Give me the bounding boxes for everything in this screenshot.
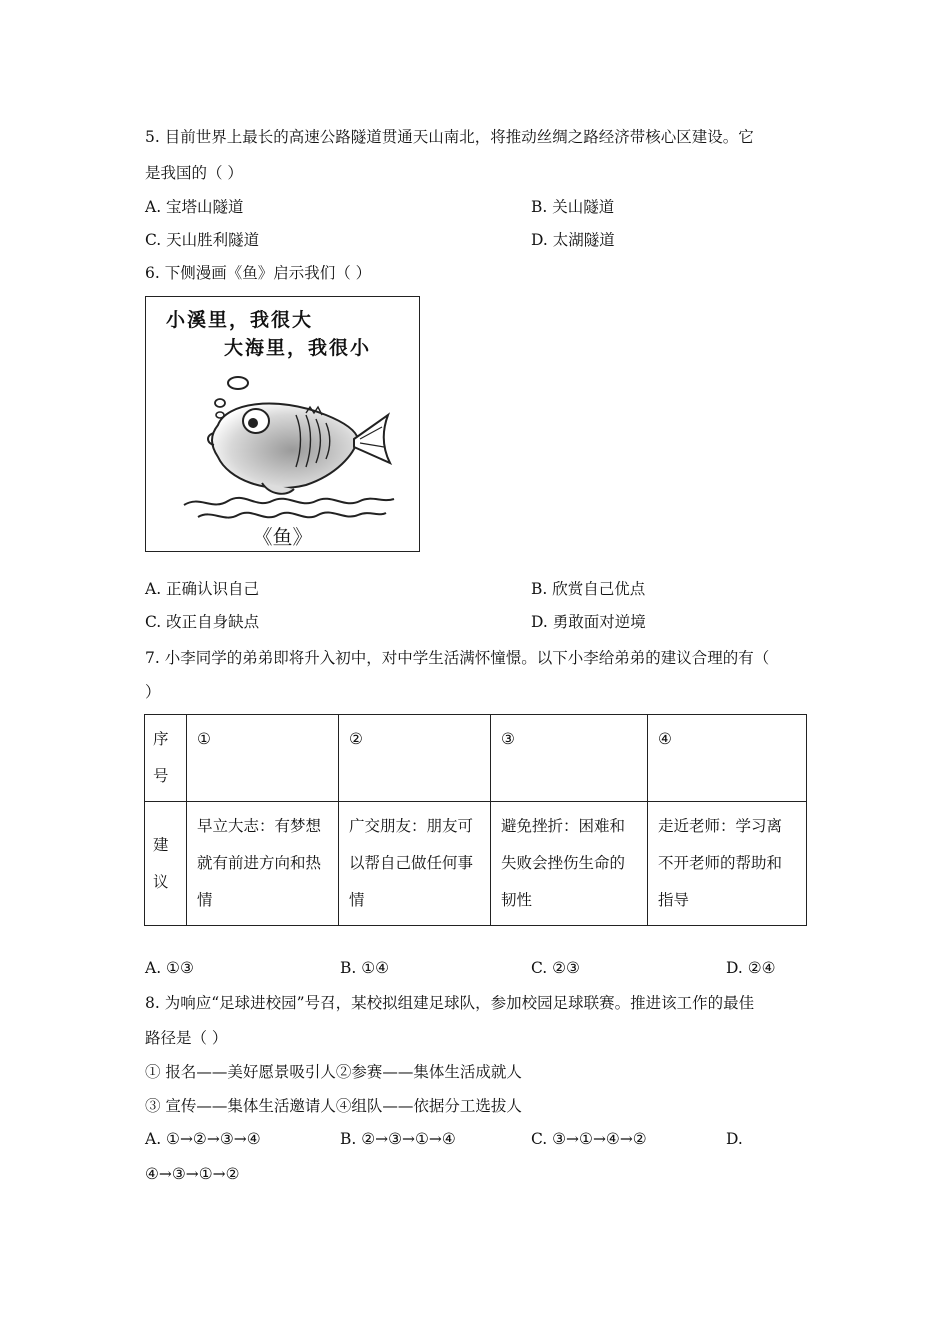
q6-option-c: C. 改正自身缺点: [145, 613, 260, 631]
q8-stem-line1: 8. 为响应“足球进校园”号召，某校拟组建足球队，参加校园足球联赛。推进该工作的最佳: [145, 994, 755, 1012]
q7-option-d: D. ②④: [726, 959, 776, 977]
waves-top: [184, 498, 394, 505]
q5-option-b: B. 关山隧道: [531, 198, 615, 216]
q8-option-a: A. ①→②→③→④: [145, 1130, 261, 1148]
bubble-medium: [215, 399, 225, 407]
table-row: [145, 802, 807, 926]
table-cell-suggestion-3: 避免挫折：困难和失败会挫伤生命的韧性: [491, 802, 648, 926]
table-column-4: ④: [648, 715, 807, 802]
table-cell-suggestion-1: 早立大志：有梦想就有前进方向和热情: [187, 802, 339, 926]
q6-option-d: D. 勇敢面对逆境: [531, 613, 646, 631]
q8-option-c: C. ③→①→④→②: [531, 1130, 647, 1148]
q7-option-b: B. ①④: [340, 959, 390, 977]
q8-option-b: B. ②→③→①→④: [340, 1130, 456, 1148]
q8-option-d-value: ④→③→①→②: [145, 1165, 240, 1183]
table-cell-suggestion-2: 广交朋友：朋友可以帮自己做任何事情: [339, 802, 491, 926]
q5-stem-line1: 5. 目前世界上最长的高速公路隧道贯通天山南北，将推动丝绸之路经济带核心区建设。它: [145, 128, 754, 146]
bubble-large: [228, 377, 248, 389]
cartoon-title: 《鱼》: [252, 525, 313, 549]
q6-option-a: A. 正确认识自己: [145, 580, 260, 598]
waves-bottom: [198, 512, 386, 517]
q6-option-b: B. 欣赏自己优点: [531, 580, 646, 598]
table-header-row: [145, 715, 807, 802]
fish-tail: [354, 415, 390, 463]
table-column-1: ①: [187, 715, 339, 802]
q5-option-c: C. 天山胜利隧道: [145, 231, 260, 249]
q8-option-d-label: D.: [726, 1130, 743, 1148]
suggestion-table: [144, 714, 807, 926]
q5-option-d: D. 太湖隧道: [531, 231, 615, 249]
table-column-3: ③: [491, 715, 648, 802]
q5-option-a: A. 宝塔山隧道: [145, 198, 244, 216]
fish-body: [212, 404, 358, 489]
q7-option-c: C. ②③: [531, 959, 580, 977]
cartoon-caption-line2: 大海里，我很小: [224, 337, 372, 359]
table-row-label: 建议: [145, 802, 187, 926]
table-header-label: 序号: [145, 715, 187, 802]
q7-stem-line2: ）: [145, 683, 161, 701]
cartoon-caption-line1: 小溪里，我很大: [166, 309, 314, 331]
q8-item-2: ③ 宣传——集体生活邀请人④组队——依据分工选拔人: [145, 1097, 522, 1115]
table-column-2: ②: [339, 715, 491, 802]
table-cell-suggestion-4: 走近老师：学习离不开老师的帮助和指导: [648, 802, 807, 926]
q8-stem-line2: 路径是（ ）: [145, 1029, 228, 1047]
q8-item-1: ① 报名——美好愿景吸引人②参赛——集体生活成就人: [145, 1063, 522, 1081]
q7-stem-line1: 7. 小李同学的弟弟即将升入初中，对中学生活满怀憧憬。以下小李给弟弟的建议合理的有（: [145, 649, 770, 667]
q6-stem: 6. 下侧漫画《鱼》启示我们（ ）: [145, 264, 372, 282]
q5-stem-line2: 是我国的（ ）: [145, 164, 243, 182]
fish-cartoon: [145, 296, 420, 552]
q7-option-a: A. ①③: [145, 959, 194, 977]
